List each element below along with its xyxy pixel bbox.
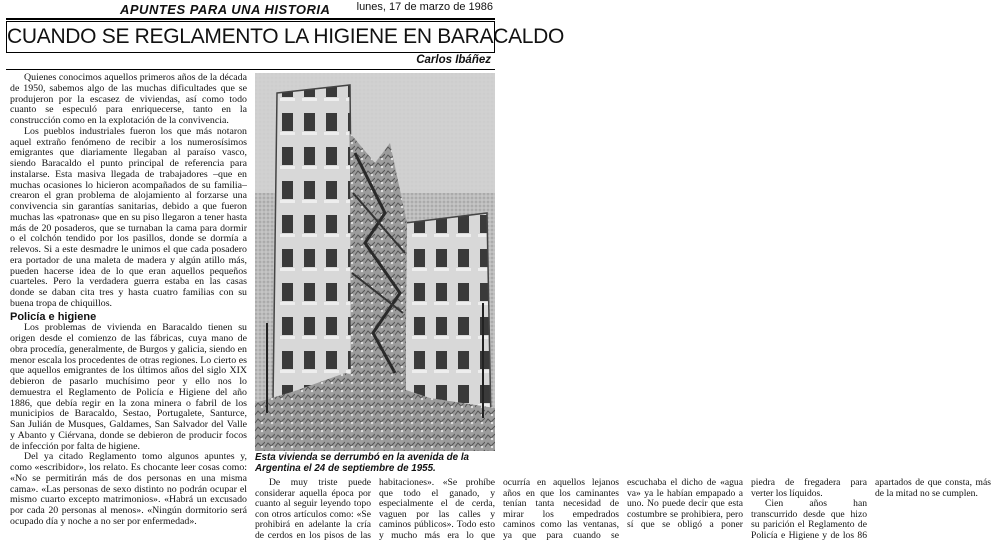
paragraph-origin: Los problemas de vivienda en Baracaldo tienen su origen desde el comienzo de las fábricas, cuya mano de obra procedía, generalmente, de Burgos y galicia, siendo en menor escala los procedentes de otras regiones. Lo cierto es que aquellos emigrantes de los últimos años del siglo XIX debieron de pasarlo muchísimo peor y ello nos lo demuestra el Reglamento de Policía e Higiene del año 1886, que debía regir en la zona minera o fabril de los municipios de Baracaldo, Sestao, Portugalete, Santurce, San Julián de Musques, Galdames, San Salvador del Valle y Abanto y Ciérvana, donde se debieron de producir focos de infección por falta de higiene. (10, 322, 247, 452)
paragraph-intro: Quienes conocimos aquellos primeros años de la década de 1950, sabemos algo de las muchas dificultades que se produjeron por la escasez de viviendas, así como todo cuanto se especuló para enriquecerse, tanto en la construcción como en la explotación de la convivencia. (10, 72, 247, 126)
article-title: CUANDO SE REGLAMENTO LA HIGIENE EN BARACALDO (6, 21, 495, 53)
byline: Carlos Ibáñez (416, 54, 491, 66)
article-body-left-column (10, 73, 247, 549)
collapsed-building-photo (255, 73, 495, 451)
paragraph-conclusion: Cien años han transcurrido desde que hizo su parición el Reglamento de Policía e Higiene y de los 86 apartados de que consta, más de la mitad no se cumplen. (751, 477, 991, 541)
subheading: Policía e higiene (10, 310, 97, 323)
publication-date: lunes, 17 de marzo de 1986 (356, 1, 493, 13)
page-header (0, 0, 501, 20)
byline-rule (6, 69, 495, 70)
paragraph-articles: De muy triste puede considerar aquella época por cuanto al seguir leyendo topo con otros artículos como: «Se prohibirá en adelante la cría de cerdos en los pisos de las habitaciones». «Se prohíbe que todo el ganado, y especialmente el de cerda, vaguen por las calles y caminos públicos». Todo esto y mucho más era lo que ocurría en aquellos lejanos años en que los caminantes tenían tanta necesidad de mirar los empedrados caminos como las ventanas, ya que para cuando se escuchaba el dicho de «agua va» ya le habían empapado a uno. No puede decir que esta costumbre se prohibiera, pero sí que se obligó a poner piedra de fregadera para verter los líquidos. (255, 477, 867, 541)
photo-illustration (255, 73, 495, 451)
photo-caption: Esta vivienda se derrumbó en la avenida de la Argentina el 24 de septiembre de 1955. (255, 452, 469, 474)
series-title: APUNTES PARA UNA HISTORIA (120, 2, 331, 17)
article-body-right-columns (255, 477, 991, 550)
header-rule (6, 18, 495, 20)
paragraph-emigrants: Los pueblos industriales fueron los que más notaron aquel extraño fenómeno de recibir a los numerosísimos emigrantes que diariamente llegaban al paraíso vasco, siendo Baracaldo el punto principal de referencia para instalarse. Esta masiva llegada de trabajadores –que en muchas ocasiones lo hicieron acompañados de su familia– crearon el gran problema de alojamiento al forzarse una convivencia sin garantías sanitarias, debido a que fueron muchas las «patronas» que en su piso llegaron a tener hasta más de 20 posaderos, que se turnaban la cama para dormir o el colchón tendido por los pasillos, donde se dormía a relevos. Si a este desmadre le unimos el que cada posadero era portador de una maleta de madera y algún atillo más, pueden hacerse idea de lo que eran aquellos pequeños cuarteles. Pero la verdadera guerra estaba en las casas donde se daban cita tres y hasta cuatro familias con su buena tropa de chiquillos. (10, 125, 247, 309)
paragraph-rules: Del ya citado Reglamento tomo algunos apuntes y, como «escribidor», los relato. Es chocante leer cosas como: «No se permitirán más de dos personas en una misma cama». «Las personas de sexo distinto no podrán ocupar el mismo cuarto excepto matrimonios». «Habrá un excusado por cada 20 personas al menos». «Ningún dormitorio será ocupado día y noche a no ser por enfermedad». (10, 451, 247, 527)
